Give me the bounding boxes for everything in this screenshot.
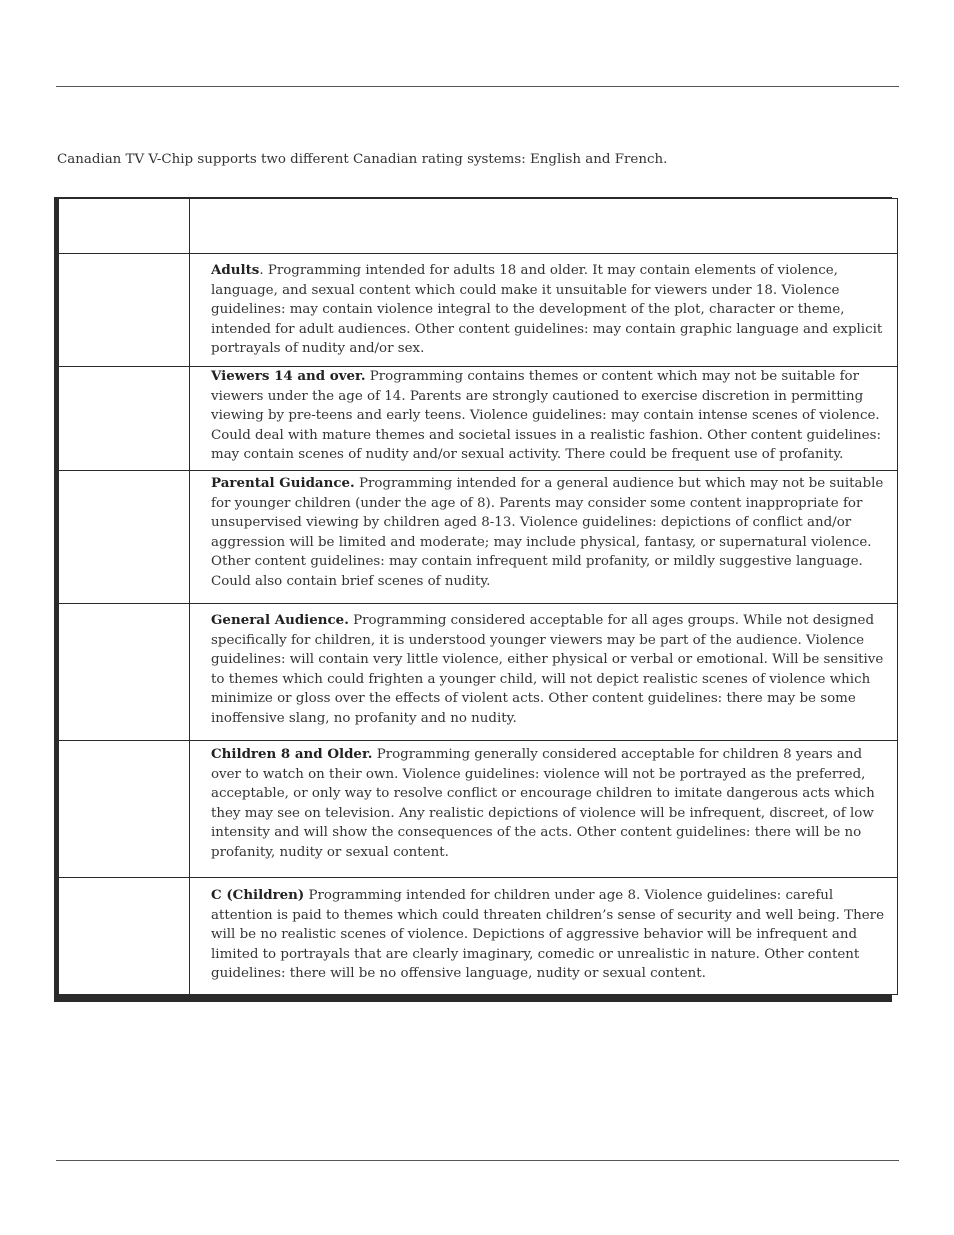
rating-description	[211, 886, 895, 984]
rating-description	[211, 367, 895, 465]
table-header-row	[59, 199, 897, 254]
rating-row-parental-guidance	[59, 471, 897, 604]
rating-row-adults	[59, 254, 897, 367]
rating-title: Viewers 14 and over.	[211, 368, 366, 384]
rating-text: Programming considered acceptable for all ages groups. While not designed specifically for children, it is understood younger viewers may be part of the audience. Violence guidelines: will contain very little violence, either physical or verbal or emotional. Will be sensitive to themes which could frighten a younger child, will not depict realistic scenes of violence which minimize or gloss over the effects of violent acts. Other content guidelines: there may be some inoffensive slang, no profanity and no nudity.	[211, 613, 884, 726]
rating-row-general-audience	[59, 604, 897, 741]
rating-title: Adults	[211, 262, 260, 278]
rating-text: Programming contains themes or content which may not be suitable for viewers under the age of 14. Parents are strongly cautioned to exercise discretion in permitting viewing by pre-teens and early teens. Violence guidelines: may contain intense scenes of violence. Could deal with mature themes and societal issues in a realistic fashion. Other content guidelines: may contain scenes of nudity and/or sexual activity. There could be frequent use of profanity.	[211, 369, 881, 462]
rating-description	[211, 611, 895, 728]
rating-text: Programming generally considered acceptable for children 8 years and over to watch on their own. Violence guidelines: violence will not be portrayed as the preferred, acceptable, or only way to resolve conflict or encourage children to imitate dangerous acts which they may see on television. Any realistic depictions of violence will be infrequent, discreet, of low intensity and will show the consequences of the acts. Other content guidelines: there will be no profanity, nudity or sexual content.	[211, 747, 875, 860]
rating-description	[211, 745, 895, 862]
ratings-table	[58, 198, 898, 995]
rating-row-children	[59, 878, 897, 994]
rating-title: General Audience.	[211, 612, 349, 628]
rating-row-children-8-plus	[59, 741, 897, 878]
intro-text: Canadian TV V-Chip supports two different Canadian rating systems: English and French.	[57, 152, 668, 167]
rating-text: Programming intended for children under age 8. Violence guidelines: careful attention is paid to themes which could threaten children’s sense of security and well being. There will be no realistic scenes of violence. Depictions of aggressive behavior will be infrequent and limited to portrayals that are clearly imaginary, comedic or unrealistic in nature. Other content guidelines: there will be no offensive language, nudity or sexual content.	[211, 888, 884, 981]
footer-rule	[56, 1160, 899, 1161]
header-rule	[56, 86, 899, 87]
rating-title: C (Children)	[211, 887, 305, 903]
rating-title: Children 8 and Older.	[211, 746, 373, 762]
rating-row-14-plus	[59, 367, 897, 471]
rating-description	[211, 474, 895, 591]
rating-description	[211, 261, 895, 359]
rating-text: Programming intended for a general audience but which may not be suitable for younger children (under the age of 8). Parents may consider some content inappropriate for unsupervised viewing by children aged 8-13. Violence guidelines: depictions of conflict and/or aggression will be limited and moderate; may include physical, fantasy, or supernatural violence. Other content guidelines: may contain infrequent mild profanity, or mildly suggestive language. Could also contain brief scenes of nudity.	[211, 476, 884, 589]
rating-text: . Programming intended for adults 18 and older. It may contain elements of violence, language, and sexual content which could make it unsuitable for viewers under 18. Violence guidelines: may contain violence integral to the development of the plot, character or theme, intended for adult audiences. Other content guidelines: may contain graphic language and explicit portrayals of nudity and/or sex.	[211, 263, 883, 356]
rating-title: Parental Guidance.	[211, 475, 355, 491]
column-divider	[189, 199, 190, 994]
